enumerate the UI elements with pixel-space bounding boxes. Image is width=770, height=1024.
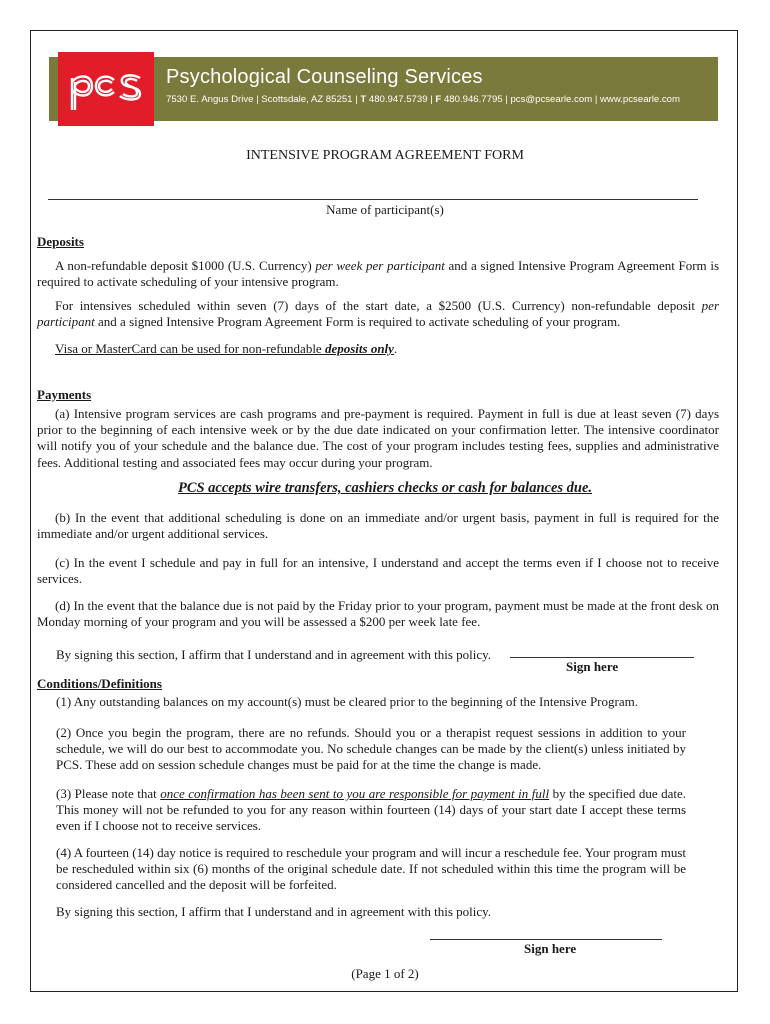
condition-1: (1) Any outstanding balances on my account(s) must be cleared prior to the beginning of the Intensive Program.: [56, 694, 638, 709]
org-name: Psychological Counseling Services: [166, 66, 483, 88]
logo-text: pcs: [106, 121, 109, 123]
org-telephone: 480.947.5739 |: [368, 94, 433, 105]
form-title: INTENSIVE PROGRAM AGREEMENT FORM: [246, 148, 524, 163]
conditions-heading: Conditions/Definitions: [37, 676, 162, 691]
page-number: (Page 1 of 2): [351, 966, 419, 981]
tel-label: T: [360, 94, 367, 105]
conditions-affirm-text: By signing this section, I affirm that I understand and in agreement with this policy.: [56, 904, 492, 919]
deposit-paragraph-2: For intensives scheduled within seven (7) days of the start date, a $2500 (U.S. Currency) non-refundable deposit per participant and a signed Intensive Program Agreement Form is required to activate scheduling of your program.: [37, 298, 720, 330]
fax-label: F: [435, 94, 442, 105]
payment-clause-a: (a) Intensive program services are cash programs and pre-payment is required. Payment in full is due at least seven (7) days prior to the beginning of each intensive week or by the due date indicated on your confirmation letter. The intensive coordinator will notify you of your schedule and the balance due. The cost of your program includes testing fees, supplies and administrative fees. Additional testing and associated fees may occur during your program.: [37, 406, 719, 470]
condition-3: (3) Please note that once confirmation has been sent to you are responsible for payment in full by the specified due date. This money will not be refunded to you for any reason within fourteen (14) days of your start date I accept these terms even if I choose not to receive services.: [56, 786, 686, 834]
org-address: 7530 E. Angus Drive | Scottsdale, AZ 85251 |: [166, 94, 358, 105]
conditions-sign-here: Sign here: [524, 941, 577, 956]
payment-clause-c: (c) In the event I schedule and pay in full for an intensive, I understand and accept the terms even if I choose not to receive services.: [37, 555, 719, 587]
payments-sign-here: Sign here: [566, 659, 619, 674]
wire-transfer-notice: PCS accepts wire transfers, cashiers checks or cash for balances due.: [177, 480, 593, 496]
payment-clause-b: (b) In the event that additional scheduling is done on an immediate and/or urgent basis, payment in full is required for the immediate and/or urgent additional services.: [37, 510, 719, 542]
participant-label: Name of participant(s): [326, 202, 444, 217]
deposit-paragraph-1: A non-refundable deposit $1000 (U.S. Currency) per week per participant and a signed Intensive Program Agreement Form is required to activate scheduling of your intensive program.: [37, 258, 720, 290]
org-fax-email-web: 480.946.7795 | pcs@pcsearle.com | www.pcsearle.com: [443, 94, 680, 105]
org-contact-info: [166, 94, 680, 105]
payments-signature-line[interactable]: [510, 657, 694, 658]
payments-heading: Payments: [37, 387, 92, 402]
deposit-paragraph-3: Visa or MasterCard can be used for non-refundable deposits only.: [55, 341, 398, 356]
payment-clause-d: (d) In the event that the balance due is not paid by the Friday prior to your program, payment must be made at the front desk on Monday morning of your program and you will be assessed a $200 per week late fee.: [37, 598, 719, 630]
condition-4: (4) A fourteen (14) day notice is required to reschedule your program and will incur a reschedule fee. Your program must be rescheduled within six (6) months of the original schedule date. If not scheduled within this time the program will be considered cancelled and the deposit will be forfeited.: [56, 845, 686, 893]
participant-name-line[interactable]: [48, 199, 698, 200]
conditions-signature-line[interactable]: [430, 939, 662, 940]
payments-affirm-text: By signing this section, I affirm that I understand and in agreement with this policy.: [56, 647, 492, 662]
condition-2: (2) Once you begin the program, there are no refunds. Should you or a therapist request sessions in addition to your schedule, we will do our best to accommodate you. No schedule changes can be made by the client(s) unless initiated by PCS. These add on session schedule changes must be paid for at the time the change is made.: [56, 725, 686, 773]
pcs-logo: [58, 52, 154, 126]
deposits-heading: Deposits: [37, 234, 84, 249]
